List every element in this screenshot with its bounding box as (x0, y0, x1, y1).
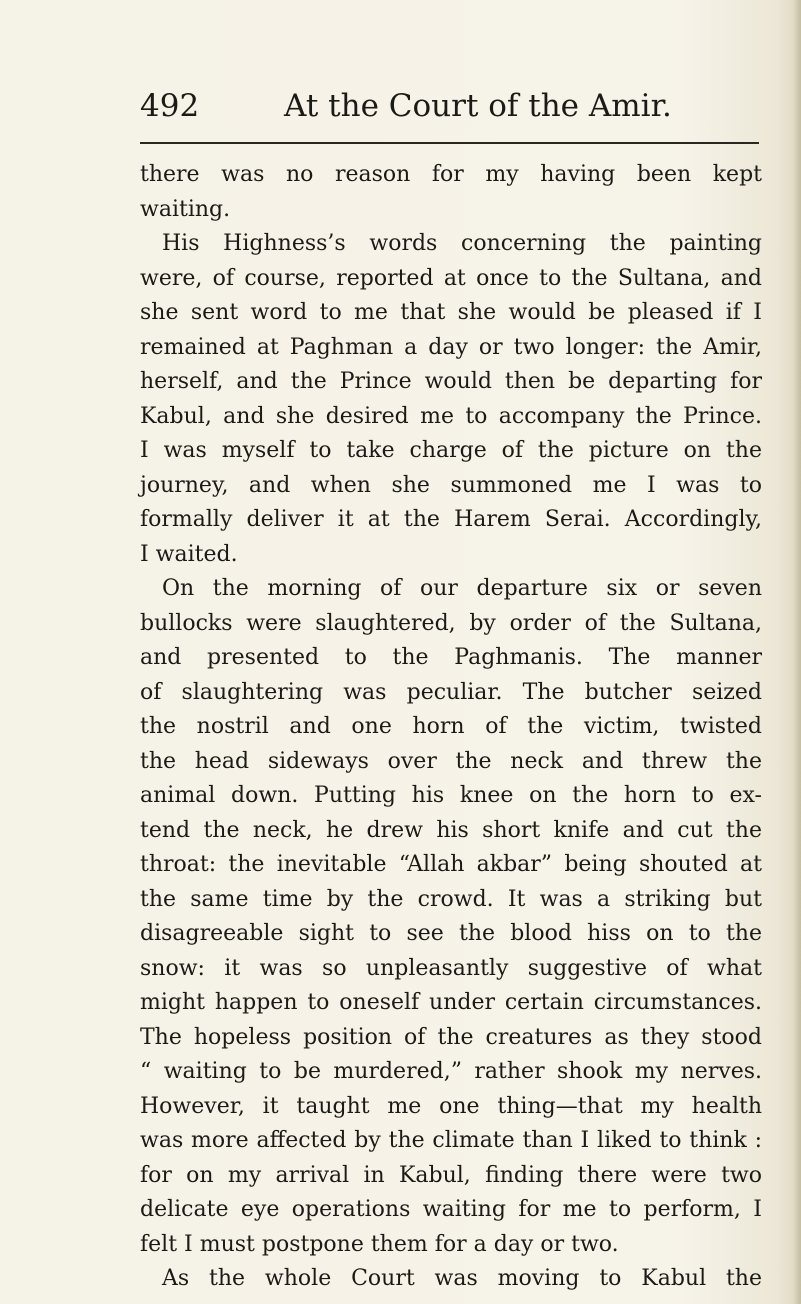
text-line: the same time by the crowd. It was a striking but (140, 886, 762, 912)
text-line: delicate eye operations waiting for me to perform, I (140, 1197, 762, 1222)
text-line: for on my arrival in Kabul, finding there were two (140, 1162, 762, 1188)
text-line: snow: it was so unpleasantly suggestive of what (140, 955, 762, 981)
text-line: formally deliver it at the Harem Serai. Accordingly, (140, 507, 762, 532)
text-line: As the whole Court was moving to Kabul the (162, 1266, 762, 1291)
header-rule (140, 142, 759, 144)
text-line: felt I must postpone them for a day or two. (140, 1231, 619, 1257)
text-line: However, it taught me one thing—that my health (140, 1093, 762, 1119)
body-text (140, 158, 762, 1297)
text-line: remained at Paghman a day or two longer: the Amir, (140, 334, 762, 360)
text-line: journey, and when she summoned me I was to (140, 472, 762, 498)
running-header (140, 88, 760, 132)
text-line: “ waiting to be murdered,” rather shook my nerves. (140, 1059, 762, 1084)
text-line: and presented to the Paghmanis. The manner (140, 645, 762, 670)
text-line: might happen to oneself under certain circumstances. (140, 990, 762, 1015)
text-line: I was myself to take charge of the picture on the (140, 438, 762, 463)
text-line: there was no reason for my having been kept (140, 162, 762, 187)
text-line: she sent word to me that she would be pleased if I (140, 300, 762, 325)
text-line: the nostril and one horn of the victim, twisted (140, 714, 762, 739)
text-line: Kabul, and she desired me to accompany the Prince. (140, 403, 762, 429)
text-line: animal down. Putting his knee on the horn to ex- (140, 783, 762, 808)
page-number: 492 (140, 88, 200, 124)
text-line: bullocks were slaughtered, by order of the Sultana, (140, 610, 762, 636)
text-line: herself, and the Prince would then be departing for (140, 369, 762, 394)
text-line: throat: the inevitable “Allah akbar” being shouted at (140, 852, 762, 877)
text-line: of slaughtering was peculiar. The butcher seized (140, 679, 762, 705)
text-line: was more affected by the climate than I liked to think : (140, 1128, 762, 1153)
text-line: were, of course, reported at once to the Sultana, and (140, 265, 762, 291)
text-line: tend the neck, he drew his short knife and cut the (140, 817, 762, 843)
text-line: disagreeable sight to see the blood hiss on to the (140, 921, 762, 946)
text-line: On the morning of our departure six or seven (162, 576, 762, 601)
running-title: At the Court of the Amir. (284, 88, 672, 124)
text-line: waiting. (140, 196, 231, 222)
text-line: The hopeless position of the creatures as they stood (140, 1024, 762, 1050)
text-line: His Highness’s words concerning the painting (162, 231, 762, 256)
page-edge-shadow (793, 0, 801, 1304)
text-line: I waited. (140, 541, 238, 567)
text-line: the head sideways over the neck and threw the (140, 748, 762, 774)
